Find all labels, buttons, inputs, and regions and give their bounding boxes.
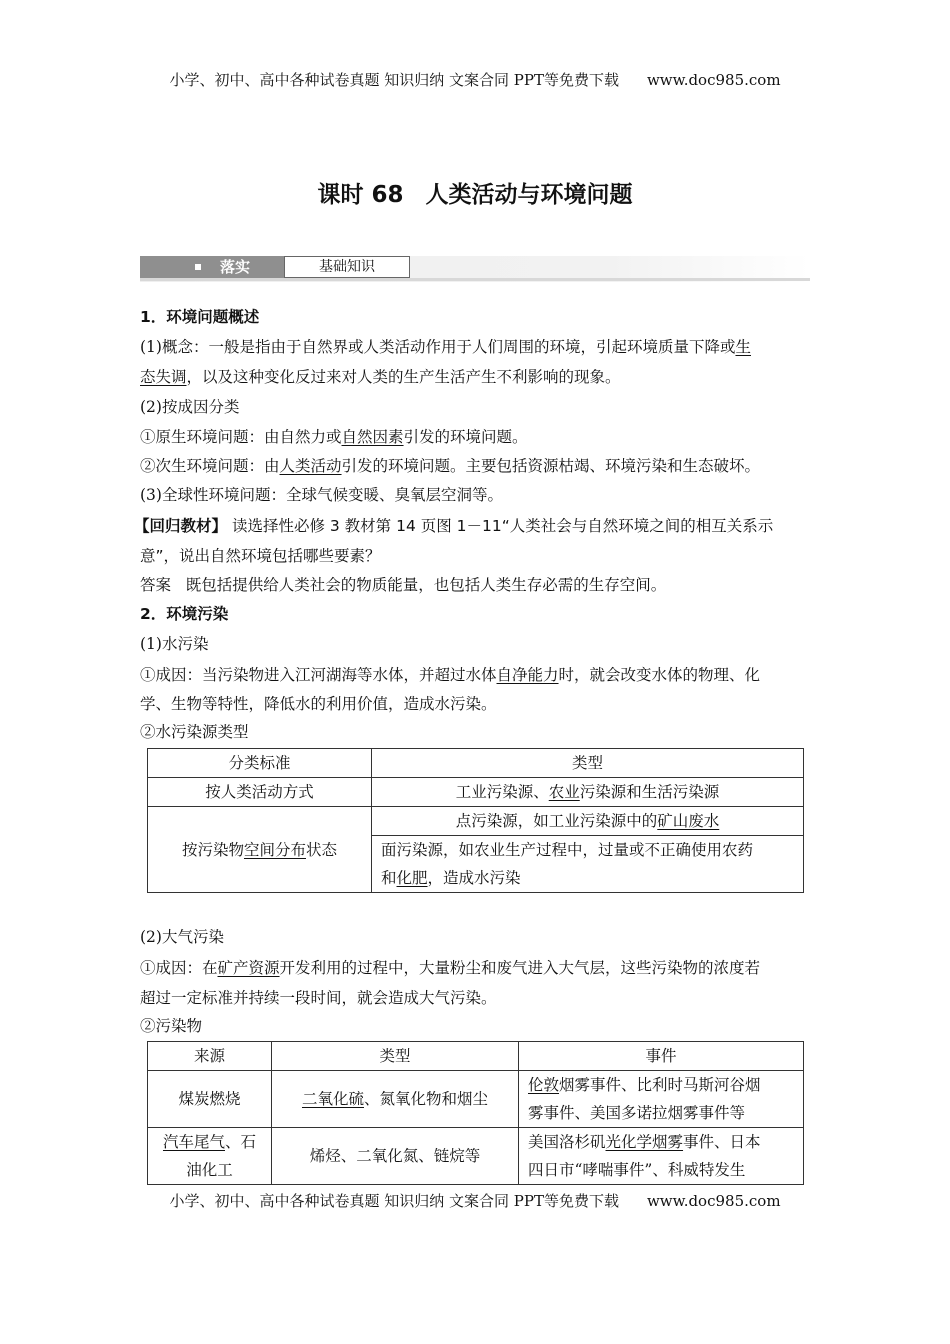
table-row xyxy=(148,807,804,836)
text: 烟雾事件、比利时马斯河谷烟 xyxy=(559,1076,761,1094)
header-text: 小学、初中、高中各种试卷真题 知识归纳 文案合同 PPT等免费下载 xyxy=(169,71,619,89)
text: 雾事件、美国多诺拉烟雾事件等 xyxy=(528,1104,746,1122)
underlined-answer: 伦敦 xyxy=(528,1076,560,1094)
table-cell xyxy=(148,1128,272,1185)
table-header-cell: 事件 xyxy=(519,1042,804,1071)
text: 四日市“哮喘事件”、科威特发生 xyxy=(528,1161,746,1179)
text: 点污染源，如工业污染源中的 xyxy=(455,812,658,830)
banner-rule xyxy=(140,278,810,281)
table-cell xyxy=(272,1071,519,1128)
text: 引发的环境问题。 xyxy=(403,428,528,446)
air-cause-line-1 xyxy=(140,958,812,978)
text: ，以及这种变化反过来对人类的生产生活产生不利影响的现象。 xyxy=(186,368,621,386)
table-cell: 按人类活动方式 xyxy=(148,778,372,807)
air-pollutants-title: ②污染物 xyxy=(140,1017,203,1035)
lesson-topic: 人类活动与环境问题 xyxy=(425,182,633,208)
banner-dark-tab xyxy=(140,256,284,278)
banner-right-label: 基础知识 xyxy=(284,256,410,278)
text: 状态 xyxy=(306,840,338,859)
concept-line-2 xyxy=(140,367,812,387)
header-url[interactable]: www.doc985.com xyxy=(646,71,781,89)
table-cell xyxy=(519,1071,804,1128)
footer-url[interactable]: www.doc985.com xyxy=(646,1192,781,1210)
table-header-cell: 来源 xyxy=(148,1042,272,1071)
answer-line xyxy=(140,575,812,595)
global-problem-line: (3)全球性环境问题：全球气候变暖、臭氧层空洞等。 xyxy=(140,486,503,504)
underlined-answer: 生 xyxy=(735,338,751,356)
underlined-answer: 二氧化硫 xyxy=(301,1090,364,1108)
review-line-2: 意”，说出自然环境包括哪些要素？ xyxy=(140,547,381,565)
water-source-table xyxy=(147,748,804,893)
text: 面污染源，如农业生产过程中，过量或不正确使用农药 xyxy=(381,841,754,859)
text: 时，就会改变水体的物理、化 xyxy=(558,666,761,684)
table-row xyxy=(148,778,804,807)
text: 工业污染源、 xyxy=(455,783,549,801)
table-cell: 烯烃、二氧化氮、链烷等 xyxy=(272,1128,519,1185)
table-cell xyxy=(148,807,372,893)
table-cell xyxy=(372,807,804,836)
primary-problem-line xyxy=(140,427,812,447)
square-bullet-icon xyxy=(195,264,201,270)
footer-text: 小学、初中、高中各种试卷真题 知识归纳 文案合同 PPT等免费下载 xyxy=(169,1192,619,1210)
text: 按污染物 xyxy=(181,840,244,859)
underlined-answer: 矿山废水 xyxy=(657,812,720,830)
review-tag: 【回归教材】 xyxy=(134,517,228,535)
table-cell xyxy=(372,778,804,807)
page-header xyxy=(0,69,950,90)
review-line-1 xyxy=(134,516,806,536)
text: 事件、日本 xyxy=(683,1133,761,1151)
table-cell xyxy=(372,836,804,893)
text: ①成因：当污染物进入江河湖海等水体，并超过水体 xyxy=(140,666,497,684)
concept-line-1 xyxy=(140,337,812,357)
lesson-number: 课时 68 xyxy=(317,182,404,208)
air-title: (2)大气污染 xyxy=(140,928,224,946)
underlined-answer: 农业 xyxy=(548,783,580,801)
underlined-answer: 态失调 xyxy=(140,368,187,386)
text: 读选择性必修 3 教材第 14 页图 1－11“人类社会与自然环境之间的相互关系示 xyxy=(231,517,774,535)
table-header-row xyxy=(148,749,804,778)
underlined-answer: 化肥 xyxy=(396,869,428,887)
underlined-answer: 自净能力 xyxy=(496,666,559,684)
text: 美国洛杉矶 xyxy=(528,1133,606,1151)
table-cell xyxy=(519,1128,804,1185)
underlined-answer: 矿产资源 xyxy=(217,959,280,977)
text: ①成因：在 xyxy=(140,959,218,977)
table-cell: 煤炭燃烧 xyxy=(148,1071,272,1128)
table-row xyxy=(148,1071,804,1128)
table-header-cell: 类型 xyxy=(272,1042,519,1071)
water-cause-line-1 xyxy=(140,665,812,685)
water-cause-line-2: 学、生物等特性，降低水的利用价值，造成水污染。 xyxy=(140,695,497,713)
text: 、石 xyxy=(225,1133,257,1151)
page-footer xyxy=(0,1190,950,1211)
table-header-row xyxy=(148,1042,804,1071)
page-title xyxy=(0,176,950,209)
text: 污染源和生活污染源 xyxy=(579,783,720,801)
water-title: (1)水污染 xyxy=(140,635,209,653)
text: 和 xyxy=(381,869,397,887)
underlined-answer: 汽车尾气 xyxy=(162,1133,225,1151)
section-banner xyxy=(140,256,810,282)
underlined-answer: 自然因素 xyxy=(341,428,404,446)
text: (1)概念：一般是指由于自然界或人类活动作用于人们周围的环境，引起环境质量下降或 xyxy=(140,338,736,356)
water-types-title: ②水污染源类型 xyxy=(140,723,249,741)
air-cause-line-2: 超过一定标准并持续一段时间，就会造成大气污染。 xyxy=(140,989,497,1007)
text: ②次生环境问题：由 xyxy=(140,457,280,475)
text: 油化工 xyxy=(186,1161,233,1179)
table-header-cell: 分类标准 xyxy=(148,749,372,778)
air-pollutant-table xyxy=(147,1041,804,1185)
text: ①原生环境问题：由自然力或 xyxy=(140,428,342,446)
table-header-cell: 类型 xyxy=(372,749,804,778)
section-heading-2: 2．环境污染 xyxy=(140,605,229,623)
text: 、氮氧化物和烟尘 xyxy=(364,1090,489,1108)
text: 开发利用的过程中，大量粉尘和废气进入大气层，这些污染物的浓度若 xyxy=(279,959,761,977)
secondary-problem-line xyxy=(140,456,812,476)
text: 引发的环境问题。主要包括资源枯竭、环境污染和生态破坏。 xyxy=(341,457,761,475)
underlined-answer: 光化学烟雾 xyxy=(605,1133,684,1151)
table-row xyxy=(148,1128,804,1185)
underlined-answer: 空间分布 xyxy=(243,840,306,859)
underlined-answer: 人类活动 xyxy=(279,457,342,475)
section-heading-1: 1．环境问题概述 xyxy=(140,308,260,326)
banner-left-label: 落实 xyxy=(220,258,251,276)
classification-title: (2)按成因分类 xyxy=(140,398,240,416)
text: 既包括提供给人类社会的物质能量，也包括人类生存必需的生存空间。 xyxy=(185,576,667,594)
answer-tag: 答案 xyxy=(140,576,172,594)
text: ，造成水污染 xyxy=(427,869,521,887)
